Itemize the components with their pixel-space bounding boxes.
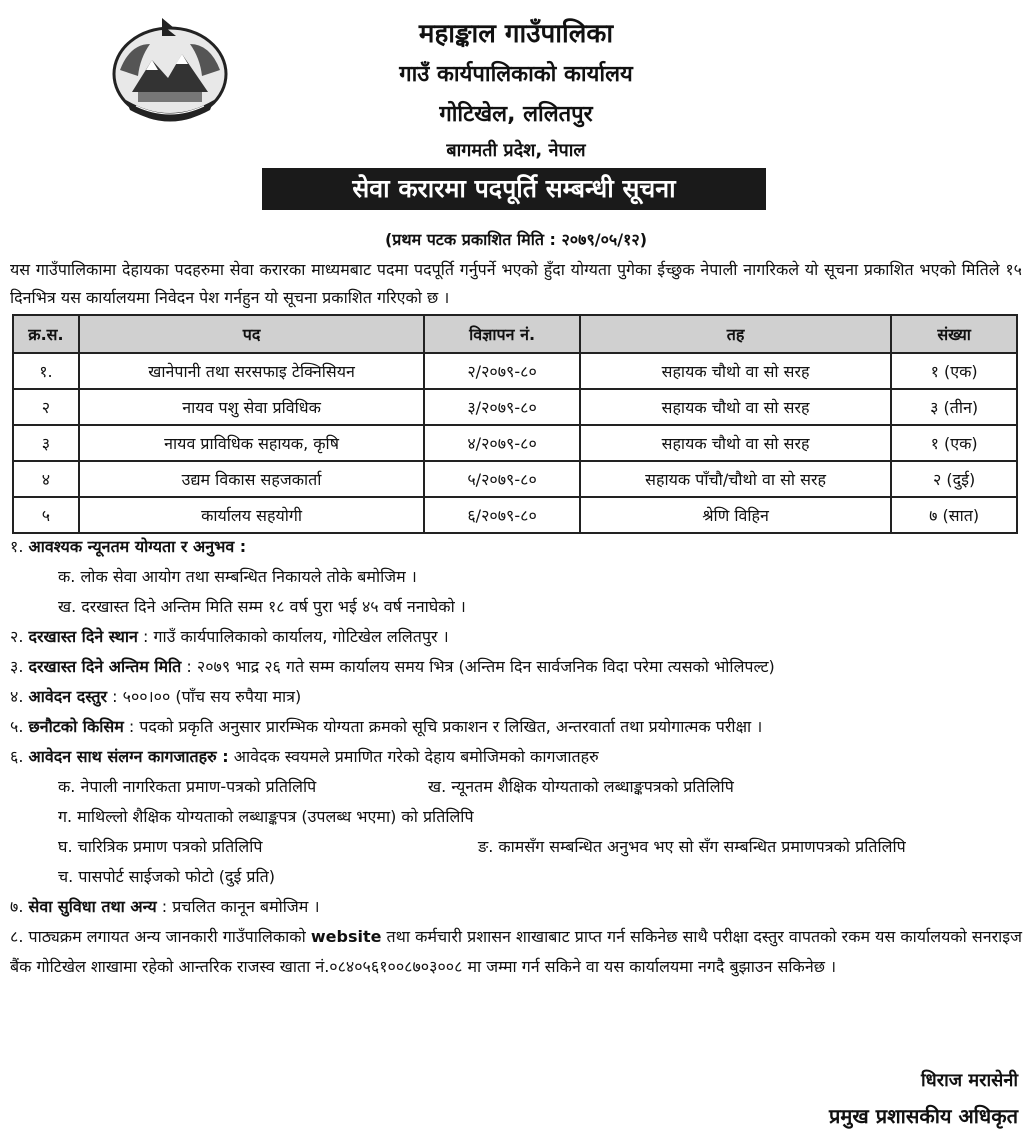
section-title: दरखास्त दिने अन्तिम मिति bbox=[28, 657, 182, 676]
cell-serial: ३ bbox=[13, 425, 79, 461]
table-row bbox=[13, 461, 1017, 497]
section-number: १. bbox=[10, 537, 24, 556]
section-text: : ५००।०० (पाँच सय रुपैया मात्र) bbox=[107, 687, 302, 706]
section-text: पाठ्यक्रम लगायत अन्य जानकारी गाउँपालिकाको bbox=[28, 927, 311, 946]
section-fee bbox=[10, 682, 1022, 712]
notice-title-banner: सेवा करारमा पदपूर्ति सम्बन्धी सूचना bbox=[262, 168, 766, 210]
section-facilities bbox=[10, 892, 1022, 922]
header-count: संख्या bbox=[891, 315, 1017, 353]
table-row bbox=[13, 425, 1017, 461]
table-row bbox=[13, 389, 1017, 425]
section-number: ८. bbox=[10, 927, 24, 946]
header-level: तह bbox=[580, 315, 891, 353]
cell-ad-number: ४/२०७९-८० bbox=[424, 425, 580, 461]
cell-level: सहायक चौथो वा सो सरह bbox=[580, 425, 891, 461]
section-title: आवेदन साथ संलग्न कागजातहरु : bbox=[28, 747, 229, 766]
notice-header bbox=[0, 0, 1032, 250]
cell-ad-number: ३/२०७९-८० bbox=[424, 389, 580, 425]
cell-count: १ (एक) bbox=[891, 353, 1017, 389]
cell-ad-number: ६/२०७९-८० bbox=[424, 497, 580, 533]
cell-ad-number: २/२०७९-८० bbox=[424, 353, 580, 389]
section-title: दरखास्त दिने स्थान bbox=[28, 627, 138, 646]
document-item: च. पासपोर्ट साईजको फोटो (दुई प्रति) bbox=[58, 867, 276, 886]
cell-ad-number: ५/२०७९-८० bbox=[424, 461, 580, 497]
cell-count: ७ (सात) bbox=[891, 497, 1017, 533]
cell-level: सहायक चौथो वा सो सरह bbox=[580, 353, 891, 389]
section-deadline bbox=[10, 652, 1022, 682]
section-number: ५. bbox=[10, 717, 24, 736]
section-application-place bbox=[10, 622, 1022, 652]
cell-level: श्रेणि विहिन bbox=[580, 497, 891, 533]
header-serial: क्र.स. bbox=[13, 315, 79, 353]
signatory-title: प्रमुख प्रशासकीय अधिकृत bbox=[829, 1104, 1018, 1128]
cell-post: खानेपानी तथा सरसफाइ टेक्निसियन bbox=[79, 353, 424, 389]
documents-row bbox=[10, 772, 1022, 802]
cell-post: उद्यम विकास सहजकार्ता bbox=[79, 461, 424, 497]
cell-post: नायव प्राविधिक सहायक, कृषि bbox=[79, 425, 424, 461]
cell-post: नायव पशु सेवा प्रविधिक bbox=[79, 389, 424, 425]
intro-paragraph: यस गाउँपालिकामा देहायका पदहरुमा सेवा करारका माध्यमबाट पदमा पदपूर्ति गर्नुपर्ने भएको हुँदा योग्यता पुगेका ईच्छुक नेपाली नागरिकले यो सूचना प्रकाशित भएको मितिले १५ दिनभित्र यस कार्यालयमा निवेदन पेश गर्नहुन यो सूचना प्रकाशित गरिएको छ । bbox=[10, 260, 1022, 307]
section-syllabus-payment bbox=[10, 922, 1022, 982]
table-header-row bbox=[13, 315, 1017, 353]
section-text: आवेदक स्वयमले प्रमाणित गरेको देहाय बमोजिमको कागजातहरु bbox=[228, 747, 599, 766]
cell-post: कार्यालय सहयोगी bbox=[79, 497, 424, 533]
table-row bbox=[13, 497, 1017, 533]
section-text: : प्रचलित कानून बमोजिम । bbox=[156, 897, 320, 916]
province-line: बागमती प्रदेश, नेपाल bbox=[446, 140, 586, 161]
notice-body bbox=[10, 532, 1022, 982]
cell-serial: २ bbox=[13, 389, 79, 425]
section-title: आवेदन दस्तुर bbox=[28, 687, 108, 706]
document-item: ग. माथिल्लो शैक्षिक योग्यताको लब्धाङ्कपत्र (उपलब्ध भएमा) को प्रतिलिपि bbox=[58, 807, 474, 826]
document-item: ङ. कामसँग सम्बन्धित अनुभव भए सो सँग सम्बन्धित प्रमाणपत्रको प्रतिलिपि bbox=[478, 837, 906, 856]
section-number: २. bbox=[10, 627, 24, 646]
cell-serial: ५ bbox=[13, 497, 79, 533]
office-address: गोटिखेल, ललितपुर bbox=[439, 102, 593, 127]
section-number: ७. bbox=[10, 897, 24, 916]
cell-count: २ (दुई) bbox=[891, 461, 1017, 497]
document-item: क. नेपाली नागरिकता प्रमाण-पत्रको प्रतिलिपि bbox=[58, 777, 317, 796]
header-ad-number: विज्ञापन नं. bbox=[424, 315, 580, 353]
cell-count: ३ (तीन) bbox=[891, 389, 1017, 425]
municipality-name: महाङ्काल गाउँपालिका bbox=[418, 19, 614, 49]
document-item: ख. न्यूनतम शैक्षिक योग्यताको लब्धाङ्कपत्रको प्रतिलिपि bbox=[428, 777, 734, 796]
publication-date: (प्रथम पटक प्रकाशित मिति : २०७९/०५/१२) bbox=[384, 230, 648, 249]
section-number: ६. bbox=[10, 747, 24, 766]
section-text: : गाउँ कार्यपालिकाको कार्यालय, गोटिखेल ललितपुर । bbox=[137, 627, 449, 646]
section-qualification bbox=[10, 532, 1022, 562]
section-title: सेवा सुविधा तथा अन्य bbox=[28, 897, 157, 916]
document-item: घ. चारित्रिक प्रमाण पत्रको प्रतिलिपि bbox=[58, 837, 263, 856]
website-text: website bbox=[310, 927, 382, 946]
office-name: गाउँ कार्यपालिकाको कार्यालय bbox=[399, 62, 633, 87]
section-selection-type bbox=[10, 712, 1022, 742]
cell-level: सहायक चौथो वा सो सरह bbox=[580, 389, 891, 425]
header-post: पद bbox=[79, 315, 424, 353]
section-number: ४. bbox=[10, 687, 24, 706]
qualification-item: ख. दरखास्त दिने अन्तिम मिति सम्म १८ वर्ष पुरा भई ४५ वर्ष ननाघेको । bbox=[58, 597, 466, 616]
cell-count: १ (एक) bbox=[891, 425, 1017, 461]
table-row bbox=[13, 353, 1017, 389]
section-text: : पदको प्रकृति अनुसार प्रारम्भिक योग्यता क्रमको सूचि प्रकाशन र लिखित, अन्तरवार्ता तथा प्रयोगात्मक परीक्षा । bbox=[123, 717, 763, 736]
section-title: छनौटको किसिम bbox=[28, 717, 124, 736]
qualification-item: क. लोक सेवा आयोग तथा सम्बन्धित निकायले तोके बमोजिम । bbox=[58, 567, 417, 586]
section-documents bbox=[10, 742, 1022, 772]
cell-serial: ४ bbox=[13, 461, 79, 497]
section-text: : २०७९ भाद्र २६ गते सम्म कार्यालय समय भित्र (अन्तिम दिन सार्वजनिक विदा परेमा त्यसको भोलिपल्ट) bbox=[181, 657, 775, 676]
signatory-name: धिराज मरासेनी bbox=[921, 1070, 1018, 1091]
section-number: ३. bbox=[10, 657, 24, 676]
vacancy-table bbox=[12, 314, 1018, 534]
section-text: तथा कर्मचारी प्रशासन शाखाबाट प्राप्त गर्न सकिनेछ साथै परीक्षा दस्तुर वापतको रकम यस कार्यालयको सनराइज बैंक गोटिखेल शाखामा रहेको आन्तरिक राजस्व खाता नं.०८४०५६१००८७०३००८ मा जम्मा गर्न सकिने वा यस कार्यालयमा नगदै बुझाउन सकिनेछ । bbox=[10, 927, 1022, 976]
documents-row bbox=[10, 832, 1022, 862]
cell-level: सहायक पाँचौ/चौथो वा सो सरह bbox=[580, 461, 891, 497]
cell-serial: १. bbox=[13, 353, 79, 389]
section-title: आवश्यक न्यूनतम योग्यता र अनुभव : bbox=[28, 537, 247, 556]
